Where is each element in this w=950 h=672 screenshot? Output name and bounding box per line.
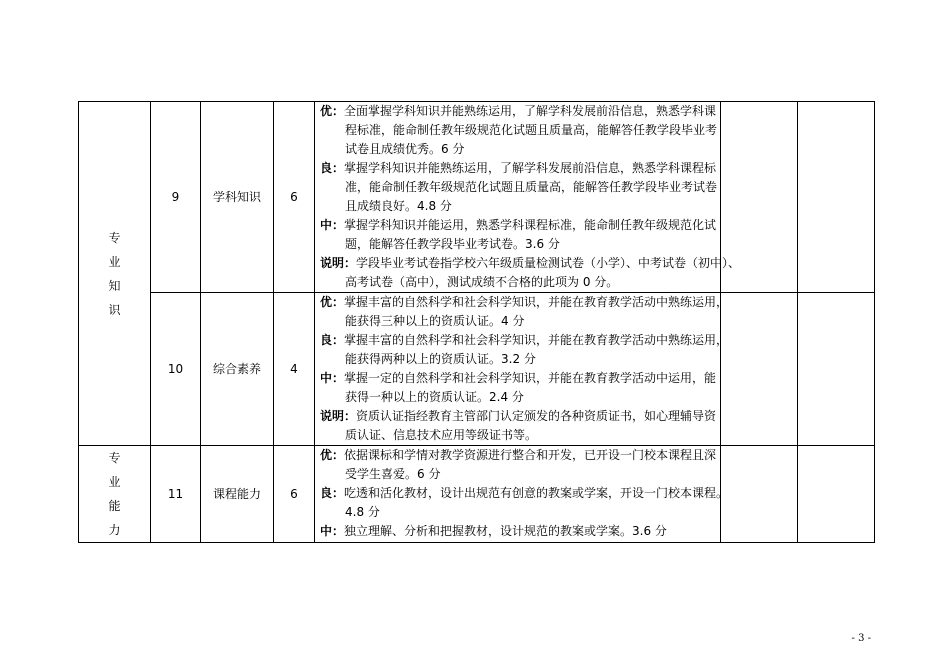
blank-cell <box>721 446 798 543</box>
category-cell: 专 业 能 力 <box>79 446 151 543</box>
item-score: 6 <box>274 446 315 543</box>
blank-cell <box>798 446 875 543</box>
criteria-cell: 优：依据课标和学情对教学资源进行整合和开发，已开设一门校本课程且深 受学生喜爱。6 分 良：吃透和活化教材，设计出规范有创意的教案或学案，开设一门校本课程。 4.8 分 中：独立理解、分析和把握教材，设计规范的教案或学案。3.6 分 <box>315 446 721 543</box>
item-score: 6 <box>274 102 315 293</box>
evaluation-table <box>78 101 875 543</box>
blank-cell <box>798 102 875 293</box>
category-cell: 专 业 知 识 <box>79 102 151 446</box>
criteria-cell: 优：掌握丰富的自然科学和社会科学知识，并能在教育教学活动中熟练运用， 能获得三种以上的资质认证。4 分 良：掌握丰富的自然科学和社会科学知识，并能在教育教学活动中熟练运用， 能获得两种以上的资质认证。3.2 分 中：掌握一定的自然科学和社会科学知识，并能在教育教学活动中运用，能 获得一种以上的资质认证。2.4 分 说明：资质认证指经教育主管部门认定颁发的各种资质证书，如心理辅导资 质认证、信息技术应用等级证书等。 <box>315 293 721 446</box>
table-row <box>79 102 875 293</box>
item-name: 课程能力 <box>201 446 274 543</box>
table-row <box>79 293 875 446</box>
item-score: 4 <box>274 293 315 446</box>
criteria-cell: 优：全面掌握学科知识并能熟练运用，了解学科发展前沿信息，熟悉学科课 程标准，能命制任教年级规范化试题且质量高，能解答任教学段毕业考 试卷且成绩优秀。6 分 良：掌握学科知识并能熟练运用，了解学科发展前沿信息，熟悉学科课程标 准，能命制任教年级规范化试题且质量高，能解答任教学段毕业考试卷 且成绩良好。4.8 分 中：掌握学科知识并能运用，熟悉学科课程标准，能命制任教年级规范化试 题，能解答任教学段毕业考试卷。3.6 分 说明：学段毕业考试卷指学校六年级质量检测试卷（小学）、中考试卷（初中）、 高考试卷（高中），测试成绩不合格的此项为 0 分。 <box>315 102 721 293</box>
item-number: 11 <box>151 446 201 543</box>
blank-cell <box>798 293 875 446</box>
item-name: 综合素养 <box>201 293 274 446</box>
item-number: 10 <box>151 293 201 446</box>
item-name: 学科知识 <box>201 102 274 293</box>
blank-cell <box>721 293 798 446</box>
item-number: 9 <box>151 102 201 293</box>
page-number: - 3 - <box>851 633 871 644</box>
table-row <box>79 446 875 543</box>
